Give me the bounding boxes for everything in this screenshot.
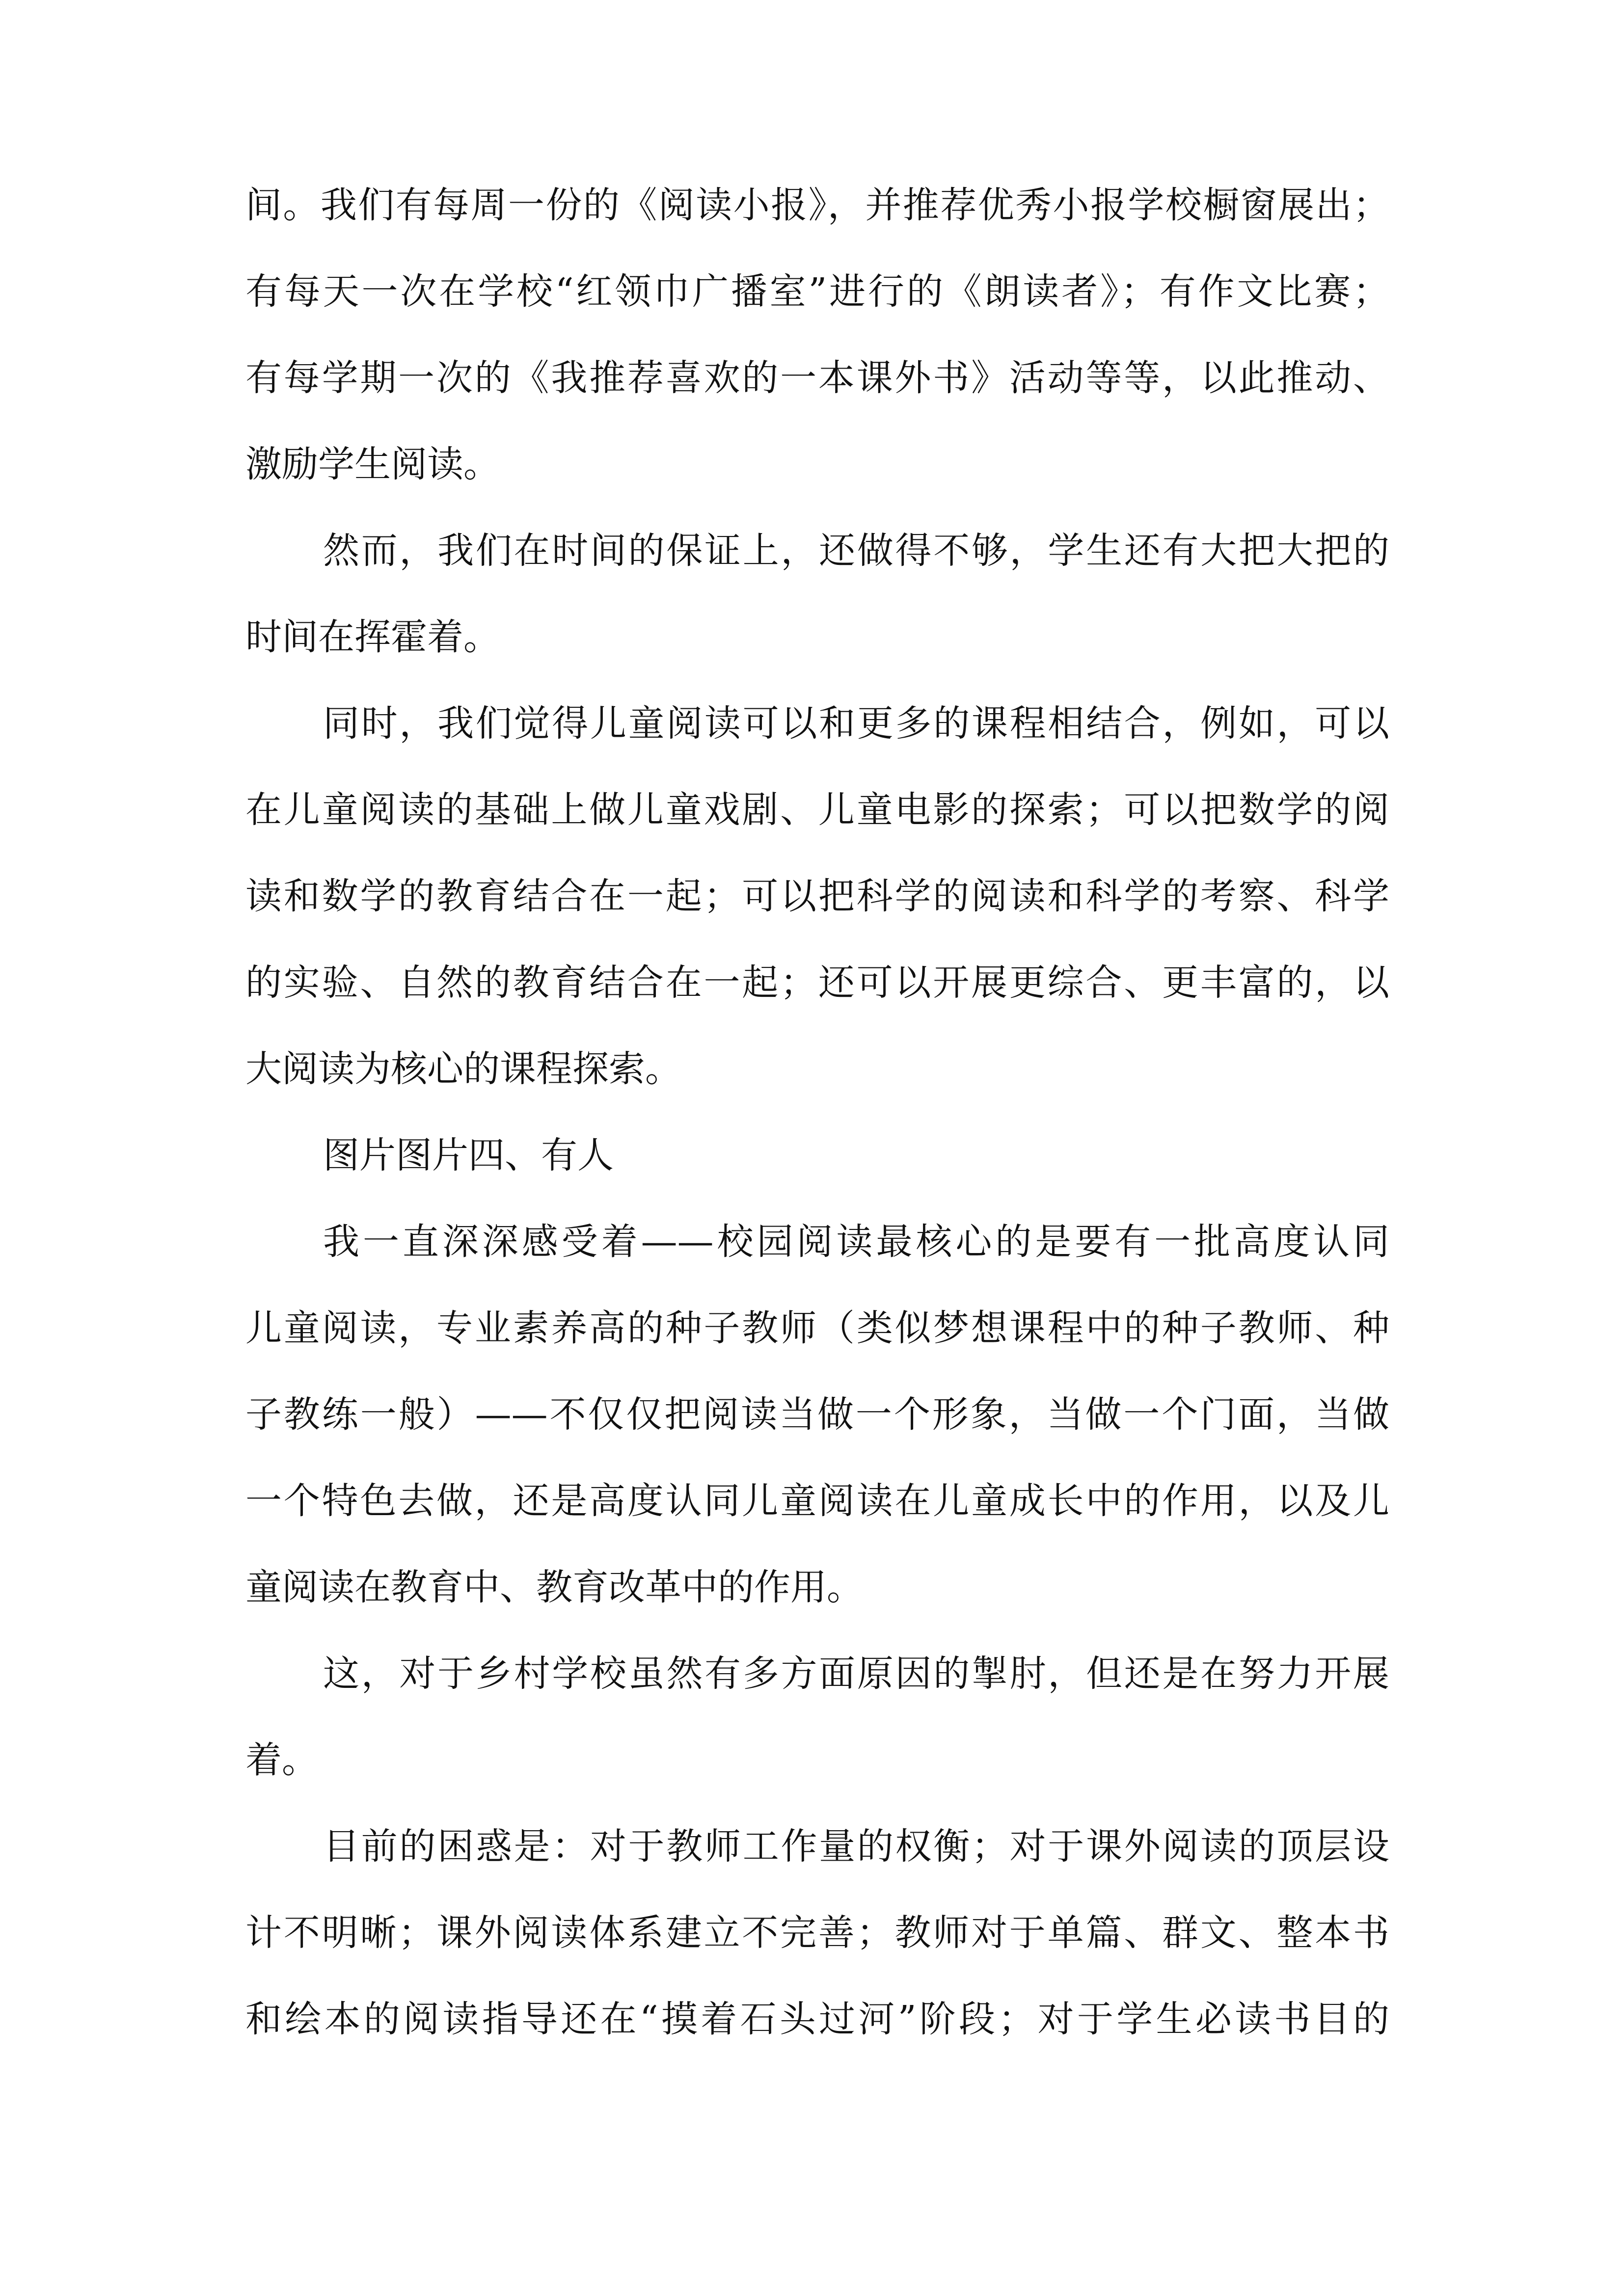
text-line: 着。 — [245, 1739, 318, 1781]
text-line: 有每天一次在学校“红领巾广播室”进行的《朗读者》；有作文比赛； — [245, 270, 1389, 313]
text-line: 然而，我们在时间的保证上，还做得不够，学生还有大把大把的 — [323, 530, 1389, 572]
paragraph — [245, 680, 1389, 1112]
text-line: 儿童阅读，专业素养高的种子教师（类似梦想课程中的种子教师、种 — [245, 1307, 1389, 1349]
text-line: 时间在挥霍着。 — [245, 616, 500, 658]
text-line: 在儿童阅读的基础上做儿童戏剧、儿童电影的探索；可以把数学的阅 — [245, 789, 1389, 831]
text-line: 图片图片四、有人 — [323, 1134, 614, 1176]
text-line: 读和数学的教育结合在一起；可以把科学的阅读和科学的考察、科学 — [245, 875, 1389, 917]
text-line: 子教练一般）——不仅仅把阅读当做一个形象，当做一个门面，当做 — [245, 1393, 1389, 1436]
text-line: 同时，我们觉得儿童阅读可以和更多的课程相结合，例如，可以 — [323, 702, 1389, 745]
paragraph — [245, 1630, 1389, 1803]
text-line: 一个特色去做，还是高度认同儿童阅读在儿童成长中的作用，以及儿 — [245, 1480, 1389, 1522]
text-line: 大阅读为核心的课程探索。 — [245, 1048, 681, 1090]
paragraph — [245, 1199, 1389, 1630]
text-line: 目前的困惑是：对于教师工作量的权衡；对于课外阅读的顶层设 — [323, 1825, 1389, 1868]
text-line: 的实验、自然的教育结合在一起；还可以开展更综合、更丰富的，以 — [245, 961, 1389, 1004]
body-text — [245, 162, 1389, 2062]
text-line: 间。我们有每周一份的《阅读小报》，并推荐优秀小报学校橱窗展出； — [245, 184, 1389, 226]
text-line: 这，对于乡村学校虽然有多方面原因的掣肘，但还是在努力开展 — [323, 1653, 1389, 1695]
paragraph — [245, 1803, 1389, 2062]
paragraph — [245, 162, 1389, 507]
section-heading — [245, 1112, 1389, 1199]
text-line: 和绘本的阅读指导还在“摸着石头过河”阶段；对于学生必读书目的 — [245, 1998, 1389, 2040]
text-line: 计不明晰；课外阅读体系建立不完善；教师对于单篇、群文、整本书 — [245, 1912, 1389, 1954]
text-line: 童阅读在教育中、教育改革中的作用。 — [245, 1566, 863, 1608]
text-line: 激励学生阅读。 — [245, 443, 500, 485]
text-line: 有每学期一次的《我推荐喜欢的一本课外书》活动等等，以此推动、 — [245, 357, 1389, 399]
text-line: 我一直深深感受着——校园阅读最核心的是要有一批高度认同 — [323, 1221, 1389, 1263]
paragraph — [245, 507, 1389, 680]
